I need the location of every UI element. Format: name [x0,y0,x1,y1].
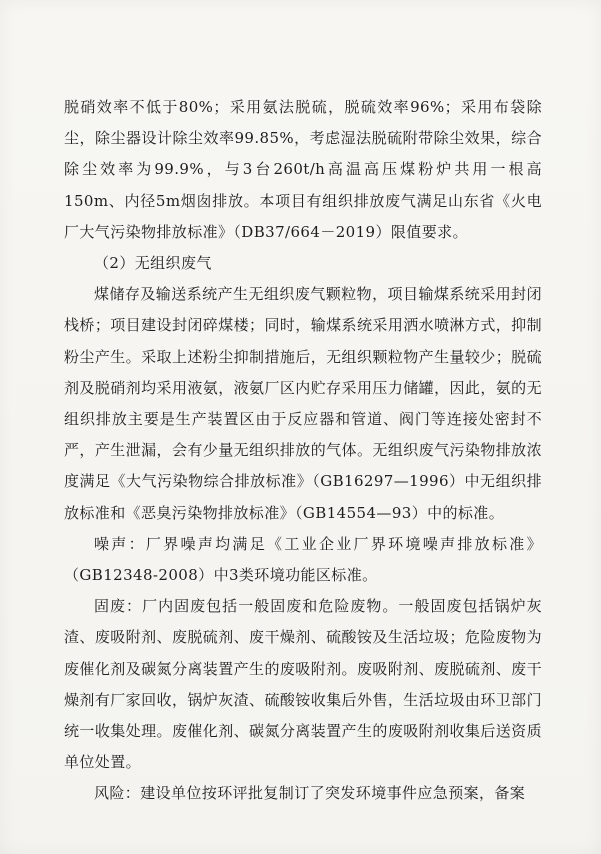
paragraph-solid-waste: 固废：厂内固废包括一般固废和危险废物。一般固废包括锅炉灰渣、废吸附剂、废脱硫剂、废干燥剂、硫酸铵及生活垃圾；危险废物为废催化剂及碳氮分离装置产生的废吸附剂。废吸附剂、废脱硫剂、废干燥剂有厂家回收，锅炉灰渣、硫酸铵收集后外售，生活垃圾由环卫部门统一收集处理。废催化剂、碳氮分离装置产生的废吸附剂收集后送资质单位处置。 [64,597,542,772]
paragraph-noise: 噪声：厂界噪声均满足《工业企业厂界环境噪声排放标准》（GB12348-2008）中3类环境功能区标准。 [64,534,542,585]
paragraph-fugitive-gas: 煤储存及输送系统产生无组织废气颗粒物，项目输煤系统采用封闭栈桥；项目建设封闭碎煤楼；同时，输煤系统采用洒水喷淋方式，抑制粉尘产生。采取上述粉尘抑制措施后，无组织颗粒物产生量较少；脱硫剂及脱硝剂均采用液氨，液氨厂区内贮存采用压力储罐，因此，氨的无组织排放主要是生产装置区由于反应器和管道、阀门等连接处密封不严，产生泄漏，会有少量无组织排放的气体。无组织废气污染物排放浓度满足《大气污染物综合排放标准》（GB16297—1996）中无组织排放标准和《恶臭污染物排放标准》（GB14554—93）中的标准。 [64,285,542,522]
document-body [64,92,542,810]
paragraph-risk: 风险：建设单位按环评批复制订了突发环境事件应急预案，备案 [94,784,526,803]
section-heading-fugitive-gas: （2）无组织废气 [94,254,212,273]
paragraph-emissions-continuation: 脱硝效率不低于80%；采用氨法脱硫，脱硫效率96%；采用布袋除尘，除尘器设计除尘效率99.85%，考虑湿法脱硫附带除尘效果，综合除尘效率为99.9%，与3台260t/h高温高压煤粉炉共用一根高150m、内径5m烟囱排放。本项目有组织排放废气满足山东省《火电厂大气污染物排放标准》（DB37/664－2019）限值要求。 [64,98,542,241]
